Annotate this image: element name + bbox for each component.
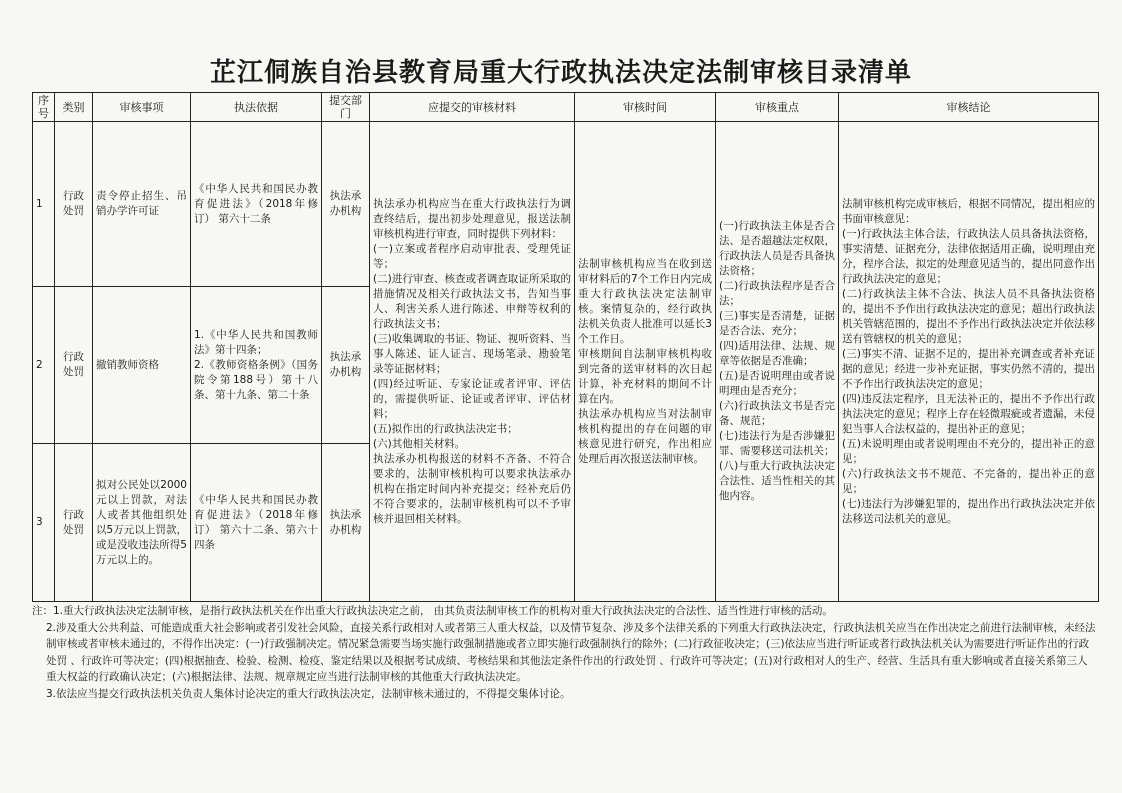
review-focus-line: (七)违法行为是否涉嫌犯罪、需要移送司法机关； [719, 430, 835, 457]
materials-line: (二)进行审查、核查或者调查取证所采取的措施情况及相关行政执法文书，告知当事人、利害关系人进行陈述、申辩等权利的行政执法文书； [373, 272, 571, 330]
review-catalog-table [32, 92, 1099, 602]
row-item: 撤销教师资格 [93, 287, 191, 444]
review-focus-cell [716, 122, 839, 602]
basis-line: 《中华人民共和国民办教育促进法》（2018年修订） 第六十二条 [194, 182, 318, 225]
header-review-conclusion: 审核结论 [839, 93, 1099, 122]
review-time-line: 执法承办机构应当对法制审核机构提出的存在问题的审核意见进行研究，作出相应处理后再次报送法制审核。 [578, 407, 712, 465]
row-category: 行政处罚 [55, 444, 93, 602]
review-conclusion-line: (五)未说明理由或者说明理由不充分的，提出补正的意见； [842, 437, 1095, 465]
review-focus-line: (五)是否说明理由或者说明理由是否充分； [719, 370, 835, 397]
row-no: 1 [33, 122, 55, 287]
review-conclusion-line: (二)行政执法主体不合法、执法人员不具备执法资格的，提出不予作出行政执法决定的意见；超出行政执法机关管辖范围的，提出不予作出行政执法决定并依法移送有管辖权的机关的意见； [842, 287, 1095, 345]
review-conclusion-line: (一)行政执法主体合法，行政执法人员具备执法资格，事实清楚、证据充分，法律依据适用正确，说明理由充分，程序合法，拟定的处理意见适当的，提出同意作出行政执法决定的意见； [842, 227, 1095, 285]
row-category: 行政处罚 [55, 287, 93, 444]
row-dept: 执法承办机构 [322, 444, 370, 602]
row-dept: 执法承办机构 [322, 122, 370, 287]
review-conclusion-line: (七)违法行为涉嫌犯罪的，提出作出行政执法决定并依法移送司法机关的意见。 [842, 497, 1095, 525]
basis-line: 《中华人民共和国民办教育促进法》（2018年修订） 第六十二条、第六十四条 [194, 493, 318, 551]
table-row [33, 122, 1099, 287]
materials-cell [370, 122, 575, 602]
note-line: 3.依法应当提交行政执法机关负责人集体讨论决定的重大行政执法决定，法制审核未通过的，不得提交集体讨论。 [46, 687, 571, 700]
review-time-cell [575, 122, 716, 602]
header-review-time: 审核时间 [575, 93, 716, 122]
materials-line: (三)收集调取的书证、物证、视听资料、当事人陈述、证人证言、现场笔录、勘验笔录等证据材料； [373, 332, 571, 375]
row-no: 3 [33, 444, 55, 602]
row-basis [191, 122, 322, 287]
review-focus-line: (一)行政执法主体是否合法、是否超越法定权限，行政执法人员是否具备执法资格； [719, 220, 835, 277]
materials-line: (六)其他相关材料。 [373, 437, 466, 450]
row-dept: 执法承办机构 [322, 287, 370, 444]
header-review-focus: 审核重点 [716, 93, 839, 122]
review-focus-line: (二)行政执法程序是否合法； [719, 280, 835, 307]
review-focus-line: (八)与重大行政执法决定合法性、适当性相关的其他内容。 [719, 460, 835, 502]
note-line: 2.涉及重大公共利益、可能造成重大社会影响或者引发社会风险，直接关系行政相对人或者第三人重大权益，以及情节复杂、涉及多个法律关系的下列重大行政执法决定，行政执法机关应当在作出决定之前进行法制审核，未经法制审核或者审核未通过的，不得作出决定：(一)行政强制决定。情况紧急需要当场实施行政强制措施或者立即实施行政强制执行的除外；(二)行政征收决定；(三)依法应当进行听证或者行政执法机关认为需要进行听证作出的行政处罚 、行政许可等决定；(四)根据抽查、检验、检测、检疫、鉴定结果以及根据考试成绩、考核结果和其他法定条件作出的行政处罚 、行政许可等决定；(五)对行政相对人的生产、经营、生活具有重大影响或者直接关系第三人重大权益的行政确认决定；(六)根据法律、法规、规章规定应当进行法制审核的其他重大行政执法决定。 [46, 621, 1096, 683]
table-header-row [33, 93, 1099, 122]
materials-line: (一)立案或者程序启动审批表、受理凭证等； [373, 242, 571, 270]
materials-line: 执法承办机构应当在重大行政执法行为调查终结后，提出初步处理意见，报送法制审核机构进行审查，同时提供下列材料： [373, 197, 571, 240]
review-focus-line: (三)事实是否清楚，证据是否合法、充分； [719, 310, 835, 337]
review-conclusion-cell [839, 122, 1099, 602]
header-dept: 提交部门 [322, 93, 370, 122]
header-basis: 执法依据 [191, 93, 322, 122]
review-time-line: 法制审核机构应当在收到送审材料后的7个工作日内完成重大行政执法决定法制审核。案情复杂的，经行政执法机关负责人批准可以延长3个工作日。 [578, 257, 712, 345]
materials-line: 执法承办机构报送的材料不齐备、不符合要求的，法制审核机构可以要求执法承办机构在指定时间内补充提交；经补充后仍不符合要求的，法制审核机构可以不予审核并退回相关材料。 [373, 452, 571, 525]
review-conclusion-line: (三)事实不清、证据不足的，提出补充调查或者补充证据的意见；经进一步补充证据，事实仍然不清的，提出不予作出行政执法决定的意见； [842, 347, 1095, 390]
review-conclusion-line: (六)行政执法文书不规范、不完备的，提出补正的意见； [842, 467, 1095, 495]
review-focus-line: (六)行政执法文书是否完备、规范； [719, 400, 835, 427]
header-no: 序号 [33, 93, 55, 122]
header-item: 审核事项 [93, 93, 191, 122]
header-category: 类别 [55, 93, 93, 122]
notes-label: 注： [32, 605, 53, 617]
review-conclusion-line: 法制审核机构完成审核后，根据不同情况，提出相应的书面审核意见： [842, 197, 1095, 225]
review-focus-line: (四)适用法律、法规、规章等依据是否准确； [719, 340, 835, 367]
note-line: 注：1.重大行政执法决定法制审核，是指行政执法机关在作出重大行政执法决定之前， 由其负责法制审核工作的机构对重大行政执法决定的合法性、适当性进行审核的活动。 [32, 605, 833, 617]
materials-line: (五)拟作出的行政执法决定书； [373, 422, 518, 435]
notes-section [32, 603, 1098, 702]
review-conclusion-line: (四)违反法定程序，且无法补正的，提出不予作出行政执法决定的意见；程序上存在轻微瑕疵或者遗漏，未侵犯当事人合法权益的，提出补正的意见； [842, 392, 1095, 435]
header-materials: 应提交的审核材料 [370, 93, 575, 122]
review-time-line: 审核期间自法制审核机构收到完备的送审材料的次日起计算，补充材料的期间不计算在内。 [578, 347, 712, 405]
row-category: 行政处罚 [55, 122, 93, 287]
document-title: 芷江侗族自治县教育局重大行政执法决定法制审核目录清单 [209, 58, 912, 88]
row-no: 2 [33, 287, 55, 444]
basis-line: 1.《中华人民共和国教师法》第十四条； [194, 328, 318, 356]
row-basis [191, 287, 322, 444]
row-item: 拟对公民处以2000元以上罚款，对法人或者其他组织处以5万元以上罚款，或是没收违法所得5万元以上的。 [93, 444, 191, 602]
basis-line: 2.《教师资格条例》（国务院令第188号）第十八条、第十九条、第二十条 [194, 358, 318, 401]
row-item: 责令停止招生、吊销办学许可证 [93, 122, 191, 287]
materials-line: (四)经过听证、专家论证或者评审、评估的，需提供听证、论证或者评审、评估材料； [373, 377, 571, 420]
row-basis [191, 444, 322, 602]
